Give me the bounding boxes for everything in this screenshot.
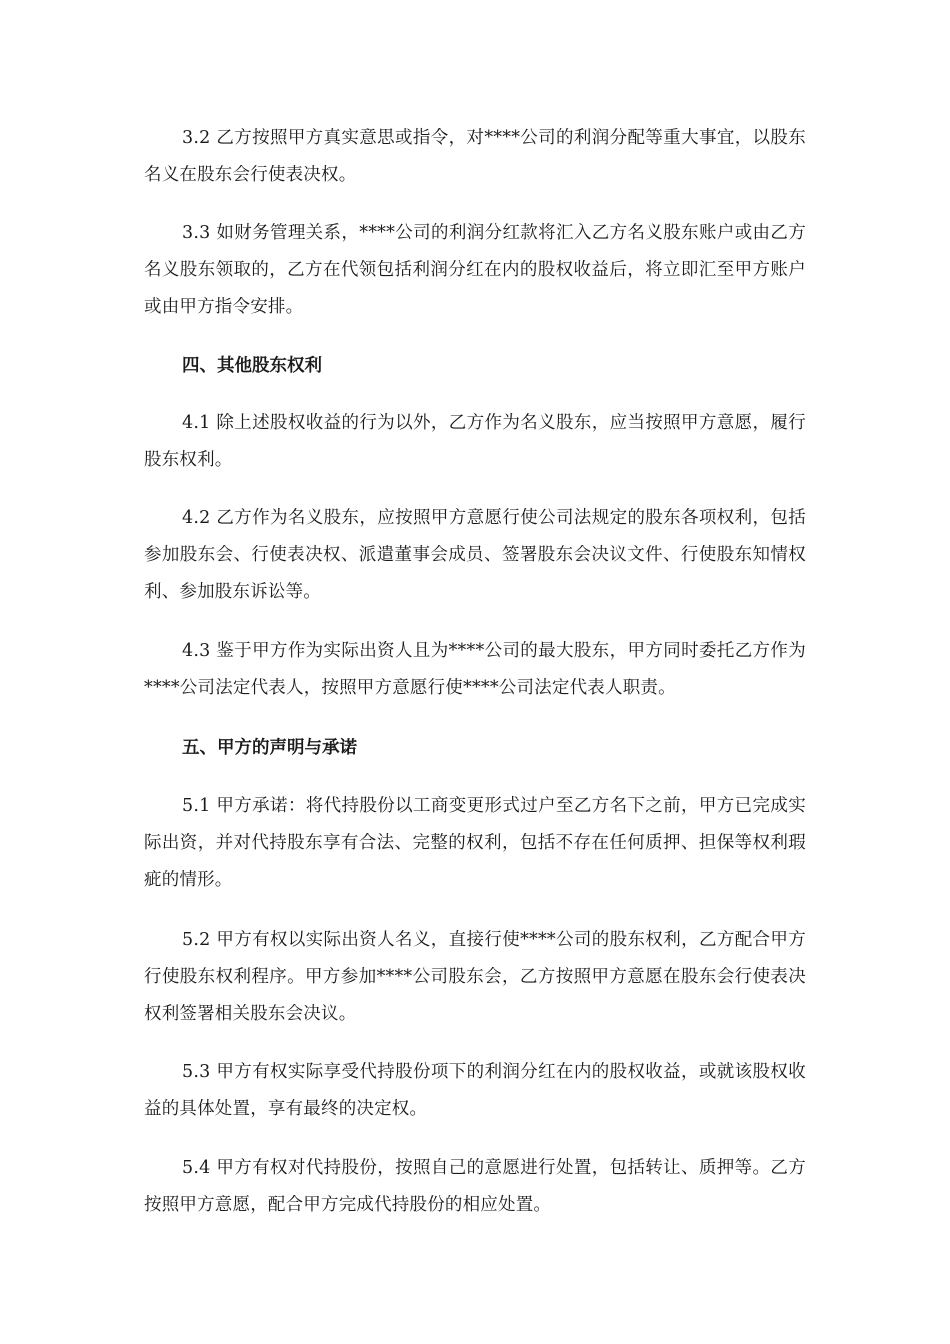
paragraph-3-2: 3.2 乙方按照甲方真实意思或指令，对****公司的利润分配等重大事宜，以股东名义在股东会行使表决权。	[144, 128, 806, 185]
section-heading-5: 五、甲方的声明与承诺	[182, 738, 357, 758]
paragraph-3-3: 3.3 如财务管理关系，****公司的利润分红款将汇入乙方名义股东账户或由乙方名义股东领取的，乙方在代领包括利润分红在内的股权收益后，将立即汇至甲方账户或由甲方指令安排。	[144, 223, 806, 317]
section-heading-4: 四、其他股东权利	[182, 356, 322, 376]
paragraph-4-3: 4.3 鉴于甲方作为实际出资人且为****公司的最大股东，甲方同时委托乙方作为****公司法定代表人，按照甲方意愿行使****公司法定代表人职责。	[144, 641, 806, 698]
paragraph-5-4: 5.4 甲方有权对代持股份，按照自己的意愿进行处置，包括转让、质押等。乙方按照甲方意愿，配合甲方完成代持股份的相应处置。	[144, 1158, 806, 1215]
paragraph-4-2: 4.2 乙方作为名义股东，应按照甲方意愿行使公司法规定的股东各项权利，包括参加股东会、行使表决权、派遣董事会成员、签署股东会决议文件、行使股东知情权利、参加股东诉讼等。	[144, 508, 806, 602]
paragraph-5-1: 5.1 甲方承诺：将代持股份以工商变更形式过户至乙方名下之前，甲方已完成实际出资，并对代持股东享有合法、完整的权利，包括不存在任何质押、担保等权利瑕疵的情形。	[144, 796, 806, 890]
paragraph-5-3: 5.3 甲方有权实际享受代持股份项下的利润分红在内的股权收益，或就该股权收益的具体处置，享有最终的决定权。	[144, 1062, 806, 1119]
paragraph-5-2: 5.2 甲方有权以实际出资人名义，直接行使****公司的股东权利，乙方配合甲方行使股东权利程序。甲方参加****公司股东会，乙方按照甲方意愿在股东会行使表决权利签署相关股东会决议。	[144, 930, 806, 1024]
paragraph-4-1: 4.1 除上述股权收益的行为以外，乙方作为名义股东，应当按照甲方意愿，履行股东权利。	[144, 413, 806, 470]
